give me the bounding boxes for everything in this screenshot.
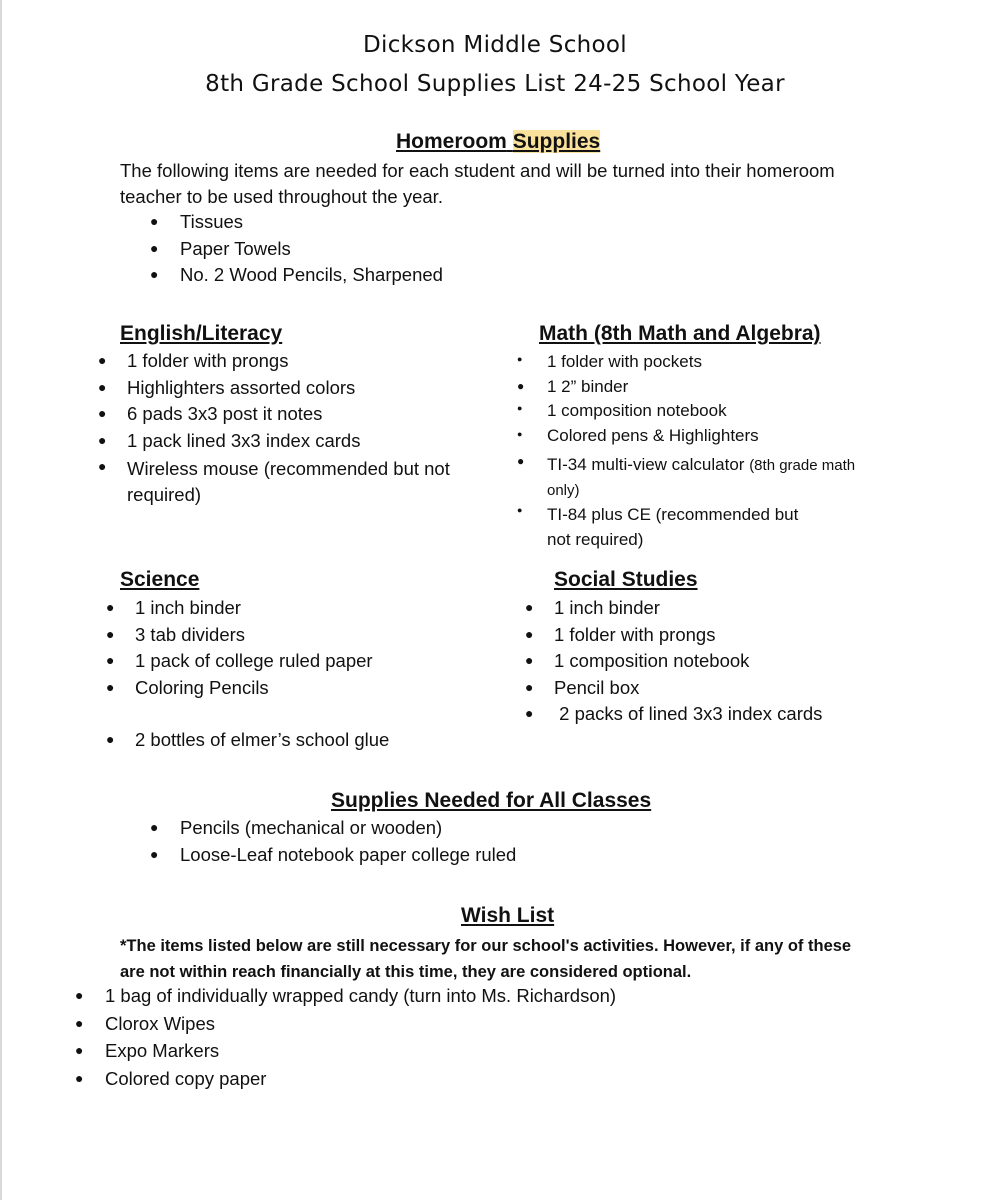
list-item: ● 1 folder with prongs — [98, 350, 289, 371]
bullet: ● — [150, 239, 159, 256]
all-classes-list — [150, 817, 516, 870]
list-item: ● 1 composition notebook — [525, 650, 750, 671]
list-item: ● Pencil box — [525, 676, 640, 698]
math-heading: Math (8th Math and Algebra) — [539, 322, 821, 345]
bullet: ● — [150, 213, 159, 229]
english-list — [98, 350, 450, 509]
list-item: ● 1 bag of individually wrapped candy (turn into Ms. Richardson) — [75, 985, 617, 1006]
homeroom-intro — [120, 158, 835, 210]
list-item: ● 6 pads 3x3 post it notes — [98, 403, 323, 424]
page-edge — [0, 0, 2, 1200]
list-item: ● 1 folder with pockets — [517, 352, 702, 371]
list-item: ● Wireless mouse (recommended but not required) — [98, 458, 450, 505]
math-list — [517, 352, 855, 552]
list-item: ● 1 2” binder — [517, 376, 629, 396]
list-item: ● 1 composition notebook — [517, 401, 727, 420]
wish-list-note — [120, 933, 851, 985]
wish-list-heading: Wish List — [461, 904, 555, 927]
wish-list-note-line: are not within reach financially at this time, they are considered optional. — [120, 963, 692, 981]
list-item: ● Tissues — [150, 211, 244, 232]
school-name: Dickson Middle School — [363, 32, 627, 58]
list-item: ● 1 pack of college ruled paper — [106, 650, 373, 671]
english-heading: English/Literacy — [120, 322, 283, 345]
homeroom-heading-word: Homeroom — [396, 130, 507, 153]
list-item: ● No. 2 Wood Pencils, Sharpened — [150, 264, 443, 285]
social-studies-list — [525, 597, 822, 730]
list-item: ● Clorox Wipes — [75, 1012, 215, 1034]
all-classes-heading: Supplies Needed for All Classes — [331, 789, 652, 812]
list-item: ● Coloring Pencils — [106, 676, 269, 698]
bullet: ● — [150, 266, 159, 282]
homeroom-intro-line: teacher to be used throughout the year. — [120, 186, 443, 207]
homeroom-heading-highlight: Supplies — [512, 130, 601, 153]
list-item: ● Loose-Leaf notebook paper college ruled — [150, 843, 517, 865]
list-item: ● Paper Towels — [150, 237, 291, 259]
science-list — [106, 597, 389, 756]
homeroom-list — [150, 211, 443, 291]
list-item: ● 1 folder with prongs — [525, 623, 716, 645]
wish-list — [75, 985, 616, 1095]
homeroom-intro-line: The following items are needed for each student and will be turned into their homeroom — [120, 160, 835, 181]
list-item: ● 1 inch binder — [106, 597, 241, 618]
list-item: ● 2 bottles of elmer’s school glue — [106, 729, 390, 750]
list-item: ● Highlighters assorted colors — [98, 376, 356, 398]
list-item: ● Colored pens & Highlighters — [517, 425, 759, 445]
homeroom-heading — [396, 130, 600, 154]
list-item: ● 2 packs of lined 3x3 index cards — [525, 703, 823, 724]
list-item: ● TI-84 plus CE (recommended but not required) — [517, 504, 799, 549]
list-item: ● 1 inch binder — [525, 597, 660, 618]
science-heading: Science — [120, 568, 200, 591]
list-item: ● Expo Markers — [75, 1040, 220, 1061]
wish-list-note-line: *The items listed below are still necessary for our school's activities. However, if any of these — [120, 937, 852, 955]
list-item: ● 3 tab dividers — [106, 623, 246, 645]
list-item: ● 1 pack lined 3x3 index cards — [98, 429, 361, 451]
list-item: ● Pencils (mechanical or wooden) — [150, 817, 443, 838]
list-title: 8th Grade School Supplies List 24-25 School Year — [205, 71, 785, 97]
list-item: ● TI-34 multi-view calculator (8th grade math only) — [517, 453, 856, 499]
list-item: ● Colored copy paper — [75, 1067, 267, 1089]
social-studies-heading: Social Studies — [554, 568, 698, 591]
